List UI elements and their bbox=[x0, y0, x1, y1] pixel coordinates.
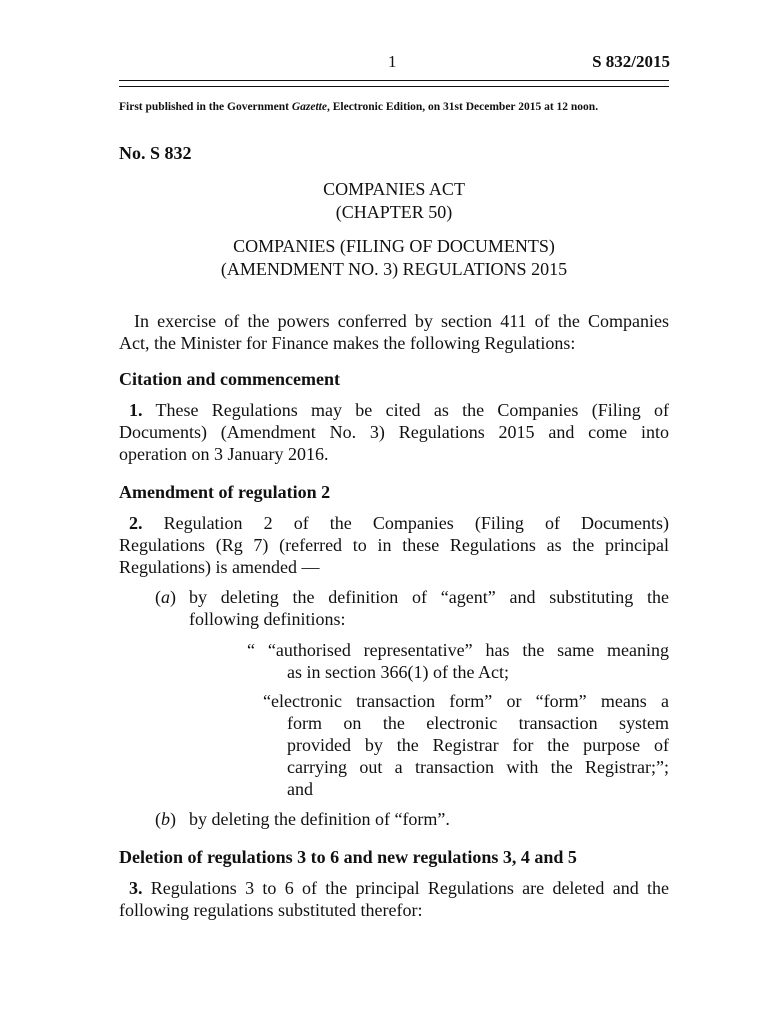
section-heading-amendment: Amendment of regulation 2 bbox=[119, 482, 331, 502]
section-2-line3: Regulations) is amended — bbox=[119, 557, 320, 577]
definition-2-line4: carrying out a transaction with the Registrar;”; bbox=[287, 757, 669, 777]
section-2-line2: Regulations (Rg 7) (referred to in these Regulations as the principal bbox=[119, 535, 669, 555]
section-1-line3: operation on 3 January 2016. bbox=[119, 444, 329, 464]
preamble-line1: In exercise of the powers conferred by section 411 of the Companies bbox=[134, 311, 669, 331]
section-3-line1 bbox=[119, 877, 669, 899]
section-3-line2: following regulations substituted therefor: bbox=[119, 900, 423, 920]
section-2-number: 2. bbox=[129, 513, 143, 533]
item-b-letter: b bbox=[161, 809, 170, 829]
header-rule-top bbox=[119, 80, 669, 81]
section-2-line1-text: Regulation 2 of the Companies (Filing of Documents) bbox=[142, 513, 669, 533]
header-rule-bottom bbox=[119, 86, 669, 87]
publication-prefix: First published in the Government bbox=[119, 101, 292, 113]
section-1-number: 1. bbox=[129, 400, 143, 420]
act-chapter: (CHAPTER 50) bbox=[335, 202, 453, 222]
definition-authorised-representative bbox=[247, 639, 669, 683]
regulations-title-line2: (AMENDMENT NO. 3) REGULATIONS 2015 bbox=[220, 259, 568, 279]
section-1-line1 bbox=[119, 399, 669, 421]
act-title-block bbox=[119, 178, 669, 224]
section-3-line1-text: Regulations 3 to 6 of the principal Regulations are deleted and the bbox=[142, 878, 669, 898]
section-1-text bbox=[119, 399, 669, 465]
item-a-label: (a) bbox=[155, 587, 176, 607]
item-a-text bbox=[189, 586, 669, 630]
section-heading-deletion: Deletion of regulations 3 to 6 and new regulations 3, 4 and 5 bbox=[119, 847, 577, 867]
definition-2-line3: provided by the Registrar for the purpose of bbox=[287, 735, 669, 755]
definition-2-line2: form on the electronic transaction system bbox=[287, 713, 669, 733]
definition-1-line1: “ “authorised representative” has the same meaning bbox=[247, 640, 669, 660]
page-number: 1 bbox=[388, 52, 397, 71]
section-3-text bbox=[119, 877, 669, 921]
section-1-line1-text: These Regulations may be cited as the Companies (Filing of bbox=[142, 400, 669, 420]
definition-2-line1: “electronic transaction form” or “form” means a bbox=[263, 691, 669, 711]
definition-2-line5: and bbox=[287, 779, 313, 799]
gazette-word: Gazette bbox=[291, 101, 327, 113]
section-2-text bbox=[119, 512, 669, 578]
section-heading-citation: Citation and commencement bbox=[119, 369, 340, 389]
act-title: COMPANIES ACT bbox=[323, 179, 465, 199]
preamble bbox=[119, 310, 669, 354]
publication-line bbox=[119, 101, 598, 113]
preamble-line2: Act, the Minister for Finance makes the following Regulations: bbox=[119, 333, 576, 353]
definition-electronic-transaction-form bbox=[263, 690, 669, 800]
item-a-line1: by deleting the definition of “agent” and substituting the bbox=[189, 587, 669, 607]
section-1-line2: Documents) (Amendment No. 3) Regulations 2015 and come into bbox=[119, 422, 669, 442]
publication-suffix: , Electronic Edition, on 31st December 2015 at 12 noon. bbox=[326, 101, 599, 113]
section-3-number: 3. bbox=[129, 878, 143, 898]
regulations-title-block bbox=[119, 235, 669, 281]
definition-1-line2: as in section 366(1) of the Act; bbox=[287, 662, 509, 682]
regulations-title-line1: COMPANIES (FILING OF DOCUMENTS) bbox=[233, 236, 555, 256]
item-a-letter: a bbox=[161, 587, 170, 607]
item-b-text: by deleting the definition of “form”. bbox=[189, 809, 450, 829]
item-a-line2: following definitions: bbox=[189, 609, 346, 629]
document-reference: S 832/2015 bbox=[592, 52, 670, 71]
item-b-label: (b) bbox=[155, 809, 176, 829]
notice-number: No. S 832 bbox=[119, 143, 192, 163]
section-2-line1 bbox=[119, 512, 669, 534]
